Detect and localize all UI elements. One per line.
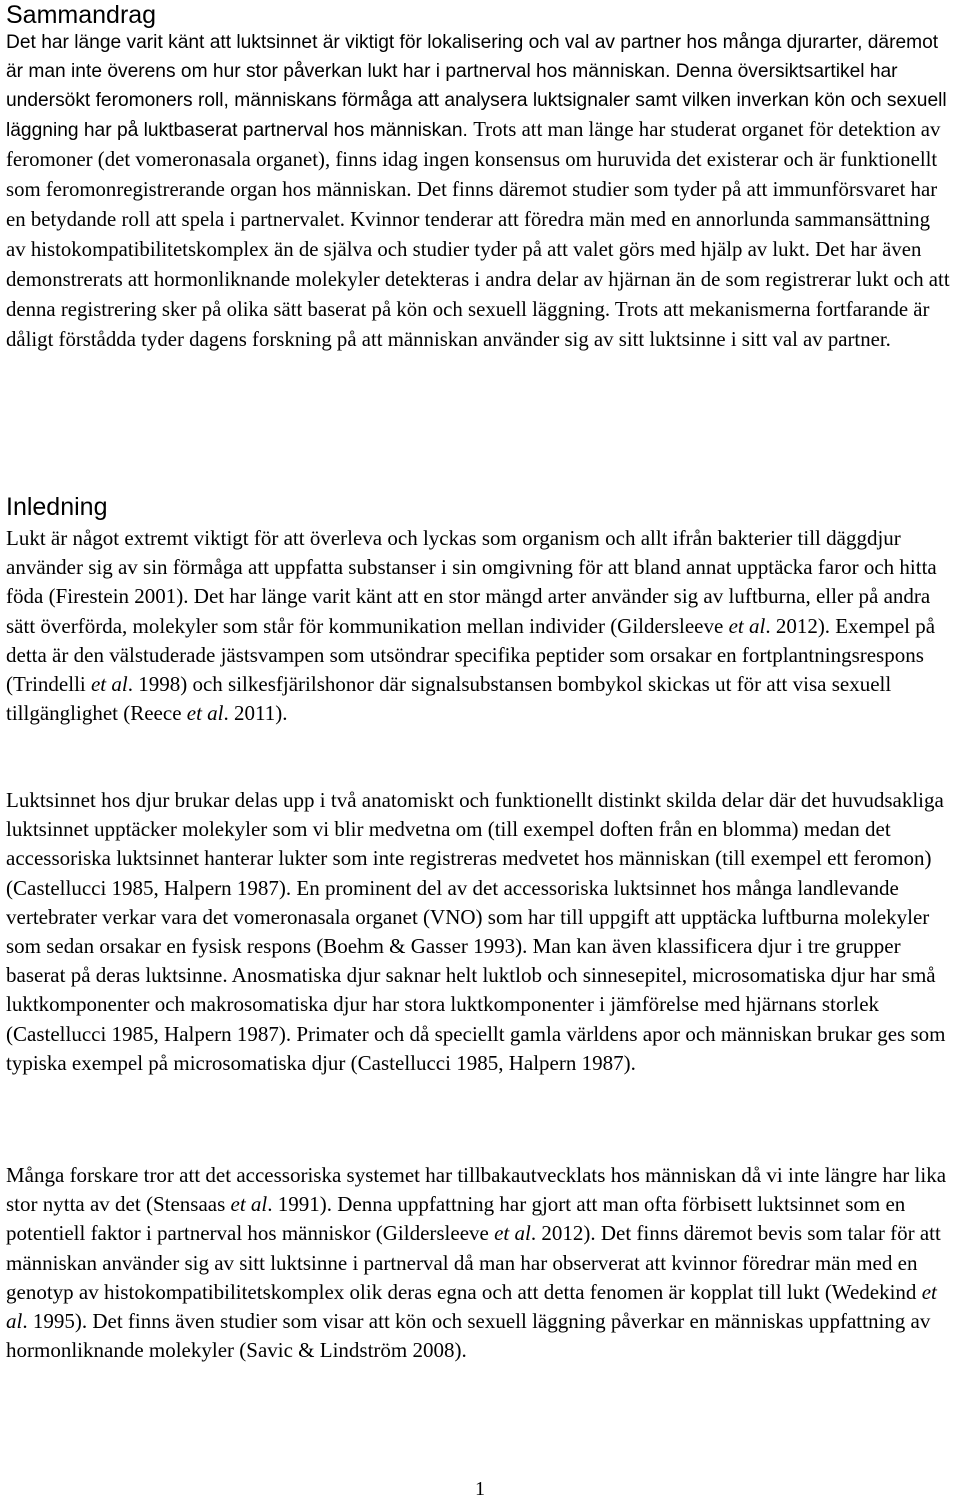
intro-p3-etal-2: et al [494, 1221, 531, 1246]
intro-p1-etal-3: et al [186, 701, 224, 726]
intro-p1-etal-1: et al [728, 613, 766, 638]
intro-p1-text-b: . 2012). Exempel på detta är den välstuderade jästsvampen som utsöndrar specifika peptider som orsakar en fortplantningsrespons (Trindelli [6, 613, 936, 697]
summary-paragraph [6, 28, 954, 355]
intro-p3-text-c: . 2012). Det finns däremot bevis som talar för att människan använder sig av sitt luktsinne i partnerval då man har observerat att kvinnor föredrar män med en genotyp av histokompatibilitetskomplex olik deras egna och att detta fenomen är kopplat till lukt (Wedekind [6, 1221, 941, 1304]
summary-text-sans: Det har länge varit känt att luktsinnet är viktigt för lokalisering och val av partner hos många djurarter, däremot är man inte överens om hur stor påverkan lukt har i partnerval hos människan. Denna översiktsartikel har undersökt feromoners roll, människans förmåga att analysera luktsignaler samt vilken inverkan kön och sexuell läggning har på luktbaserat partnerval hos människan. [6, 32, 947, 141]
summary-text-serif: Trots att man länge har studerat organet för detektion av feromoner (det vomeronasala organet), finns idag ingen konsensus om huruvida det existerar och är funktionellt som feromonregistrerande organ hos människan. Det finns däremot studier som tyder på att immunförsvaret har en betydande roll att spela i partnervalet. Kvinnor tenderar att föredra män med en annorlunda sammansättning av histokompatibilitetskomplex än de själva och studier tyder på att valet görs med hjälp av lukt. Det har även demonstrerats att hormonliknande molekyler detekteras i andra delar av hjärnan än de som registrerar lukt och att denna registrering sker på olika sätt baserat på kön och sexuell läggning. Trots att mekanismerna fortfarande är dåligt förstådda tyder dagens forskning på att människan använder sig av sitt luktsinne i sitt val av partner. [6, 118, 950, 351]
intro-p3-text-d: . 1995). Det finns även studier som visar att kön och sexuell läggning påverkar en människas uppfattning av hormonliknande molekyler (Savic & Lindström 2008). [6, 1309, 931, 1363]
intro-p1-etal-2: et al [90, 672, 128, 697]
intro-p1-text-a: Lukt är något extremt viktigt för att överleva och lyckas som organism och allt ifrån bakterier till däggdjur använder sig av sin förmåga att uppfatta substanser i sin omgivning för att bland annat upptäcka faror och hitta föda (Firestein 2001). Det har länge varit känt att en stor mängd arter använder sig av luftburna, eller på andra sätt överförda, molekyler som står för kommunikation mellan individer (Gildersleeve [6, 526, 937, 638]
intro-p3-etal-1: et al [230, 1192, 268, 1217]
intro-paragraph-2: Luktsinnet hos djur brukar delas upp i två anatomiskt och funktionellt distinkt skilda delar där det huvudsakliga luktsinnet upptäcker molekyler som vi blir medvetna om (till exempel doften från en blomma) medan det accessoriska luktsinnet hanterar lukter som inte registreras medvetet hos människan (till exempel ett feromon) (Castellucci 1985, Halpern 1987). En prominent del av det accessoriska luktsinnet hos många landlevande vertebrater verkar vara det vomeronasala organet (VNO) som har till uppgift att upptäcka luftburna molekyler som sedan orsakar en fysisk respons (Boehm & Gasser 1993). Man kan även klassificera djur i tre grupper baserat på deras luktsinne. Anosmatiska djur saknar helt luktlob och sinnesepitel, microsomatiska djur har små luktkomponenter och makrosomatiska djur har stora luktkomponenter i jämförelse med hjärnans storlek (Castellucci 1985, Halpern 1987). Primater och då speciellt gamla världens apor och människan brukar ges som typiska exempel på microsomatiska djur (Castellucci 1985, Halpern 1987). [6, 788, 946, 1075]
intro-p3-text-a: Många forskare tror att det accessoriska systemet har tillbakautvecklats hos människan då vi inte längre har lika stor nytta av det (Stensaas [6, 1163, 947, 1217]
intro-paragraph-1 [6, 524, 954, 728]
page-number: 1 [475, 1478, 485, 1500]
intro-p3-text-b: . 1991). Denna uppfattning har gjort att man ofta förbisett luktsinnet som en potentiell faktor i partnerval hos människor (Gildersleeve [6, 1192, 906, 1246]
intro-p3-etal-3: et al [6, 1279, 937, 1334]
summary-heading: Sammandrag [6, 1, 157, 29]
intro-p1-text-c: . 1998) och silkesfjärilshonor där signalsubstansen bombykol skickas ut för att visa sexuell tillgänglighet (Reece [6, 672, 892, 726]
intro-paragraph-3 [6, 1161, 954, 1365]
intro-p1-text-d: . 2011). [223, 701, 288, 726]
intro-heading: Inledning [6, 493, 108, 521]
